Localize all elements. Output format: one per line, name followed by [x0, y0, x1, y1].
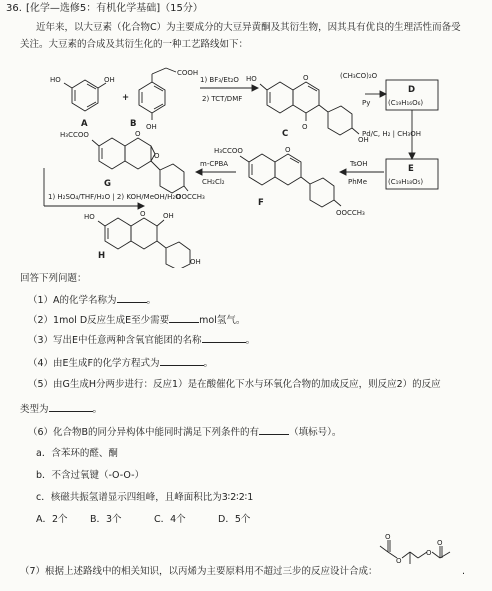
label-f: F [258, 198, 264, 208]
condition-a: a．含苯环的醛、酮 [36, 448, 118, 459]
c-carbonyl-o-label: O [302, 123, 308, 131]
g-epoxide-o-label: O [154, 152, 160, 160]
synthesis-scheme [0, 58, 492, 268]
answer-blank-6[interactable] [259, 425, 289, 435]
step2-reagent-2: Py [362, 99, 371, 107]
step1-reagent-1: 1) BF₃/Et₂O [200, 76, 239, 84]
question-5-cont [20, 402, 102, 416]
answer-blank-2[interactable] [169, 313, 199, 323]
step3-reagent: Pd/C, H₂ | CH₃OH [362, 130, 421, 138]
question-number: 36. [6, 3, 22, 14]
target-o-label-2: O [426, 549, 432, 557]
question-1-end: 。 [146, 295, 157, 306]
a-oh-label: OH [104, 76, 115, 84]
compound-a-structure [50, 76, 115, 129]
question-7: （7）根据上述路线中的相关知识，以丙烯为主要原料用不超过三步的反应设计合成： [20, 566, 378, 577]
h-ho-label-1: HO [84, 213, 95, 221]
question-5: （5）由G生成H分两步进行：反应1）是在酸催化下水与环氧化合物的加成反应，则反应2）的反应 [28, 379, 441, 390]
answer-blank-5[interactable] [49, 402, 93, 412]
g-h3ccoo-label: H₃CCOO [60, 131, 89, 139]
step4-reagent-1: TsOH [350, 160, 368, 168]
question-4-end: 。 [203, 358, 214, 369]
question-3 [28, 333, 255, 347]
question-5-end: 。 [92, 404, 103, 415]
h-ring-o-label: O [140, 210, 146, 218]
condition-b: b．不含过氧键（-O-O-） [36, 470, 145, 481]
g-ococh3-label: OOCCH₃ [176, 193, 205, 201]
question-1 [28, 293, 156, 307]
step2-reagent-1: (CH₃CO)₂O [340, 72, 378, 80]
question-3-end: 。 [245, 335, 256, 346]
answer-blank-3[interactable] [202, 333, 246, 343]
f-h3ccoo-label: H₃CCOO [214, 147, 243, 155]
option-b[interactable]: B．3个 [90, 514, 122, 525]
question-4 [28, 356, 213, 370]
answer-prompt: 回答下列问题： [20, 273, 87, 284]
label-c: C [282, 129, 289, 139]
label-g: G [104, 179, 111, 189]
question-6 [28, 425, 341, 439]
compound-f-structure [214, 146, 368, 217]
step4-reagent-2: PhMe [348, 178, 368, 186]
option-d[interactable]: D．5个 [218, 514, 251, 525]
c-ring-o-label: O [303, 74, 309, 82]
label-e: E [408, 164, 414, 174]
formula-d: (C₁₉H₁₆O₆) [388, 99, 424, 107]
target-o-label-4: O [437, 539, 443, 547]
target-o-label-1: O [396, 557, 402, 565]
compound-b-structure [130, 68, 198, 131]
answer-blank-4[interactable] [160, 356, 204, 366]
h-oh-label-1: OH [163, 212, 174, 220]
question-7-end: . [462, 566, 466, 577]
step5-reagent-2: CH₂Cl₂ [202, 178, 225, 186]
option-c[interactable]: C．4个 [154, 514, 186, 525]
question-2-end: mol氢气。 [199, 315, 246, 326]
f-ring-o-label: O [285, 146, 291, 154]
step1-reagent-2: 2) TCT/DMF [202, 95, 243, 103]
c-oh-label: OH [358, 136, 369, 144]
target-molecule-structure [376, 530, 468, 580]
b-cooh-label: COOH [177, 69, 199, 77]
intro-line-2: 关注。大豆素的合成及其衍生化的一种工艺路线如下： [20, 39, 249, 50]
formula-e: (C₁₉H₁₈O₅) [388, 178, 424, 186]
question-4-text: （4）由E生成F的化学方程式为 [28, 358, 160, 369]
question-title: [化学—选修5：有机化学基础]（15分） [26, 3, 203, 14]
step6-reagent: 1) H₂SO₄/THF/H₂O | 2) KOH/MeOH/H₂O [48, 193, 181, 201]
a-ho-label: HO [50, 76, 61, 84]
question-2 [28, 313, 245, 327]
f-ococh3-label: OOCCH₃ [336, 209, 365, 217]
question-6-text: （6）化合物B的同分异构体中能同时满足下列条件的有 [28, 427, 260, 438]
label-b: B [130, 119, 137, 129]
c-ho-label: HO [246, 75, 257, 83]
answer-blank-1[interactable] [117, 293, 147, 303]
question-3-text: （3）写出E中任意两种含氧官能团的名称 [28, 335, 202, 346]
b-oh-label: OH [146, 123, 157, 131]
g-ring-o-label: O [135, 130, 141, 138]
label-a: A [81, 119, 88, 129]
plus-sign: + [122, 93, 130, 103]
compound-h-structure [84, 210, 201, 268]
question-5-text-2: 类型为 [20, 404, 49, 415]
intro-line-1: 近年来，以大豆素（化合物C）为主要成分的大豆异黄酮及其衍生物，因其具有优良的生理活性而备受 [36, 22, 461, 33]
label-h: H [98, 251, 106, 261]
step5-reagent-1: m-CPBA [200, 160, 229, 168]
target-o-label-3: O [385, 533, 391, 541]
question-6-end: （填标号）。 [289, 427, 342, 438]
option-a[interactable]: A．2个 [36, 514, 68, 525]
h-oh-label-2: OH [190, 258, 201, 266]
compound-g-structure [60, 130, 205, 201]
question-1-text: （1）A的化学名称为 [28, 295, 117, 306]
label-d: D [408, 85, 416, 95]
question-2-text: （2）1mol D反应生成E至少需要 [28, 315, 170, 326]
compound-c-structure [246, 74, 369, 144]
condition-c: c．核磁共振氢谱显示四组峰，且峰面积比为3∶2∶2∶1 [36, 492, 254, 503]
